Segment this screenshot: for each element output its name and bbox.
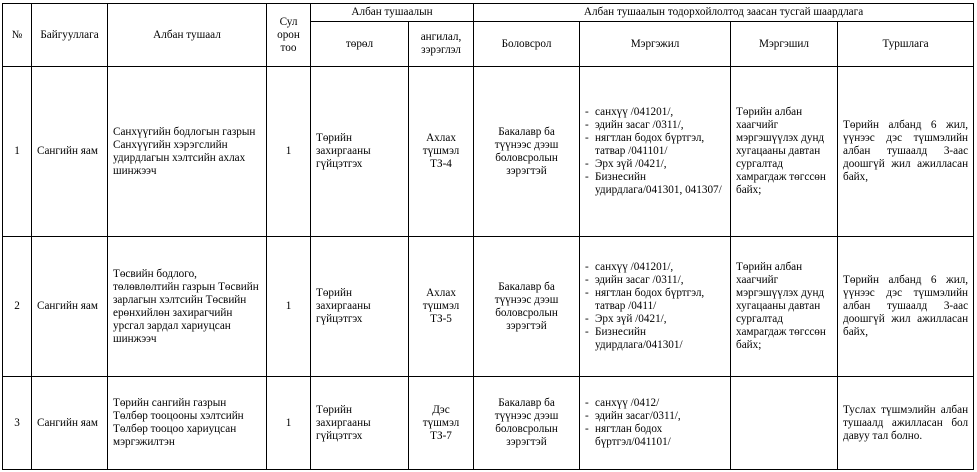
profession-item: - эдийн засаг /0311/, [585, 274, 725, 287]
table-row [3, 237, 974, 377]
experience-cell: Туслах түшмэлийн албан тушаалд ажилласан бол давуу тал болно. [838, 377, 974, 470]
position-type-cell: Төрийн захиргааны гүйцэтгэх [311, 67, 409, 237]
position-rank-cell: Ахлах түшмэл ТЗ-4 [409, 67, 474, 237]
experience-cell: Төрийн албанд 6 жил, үүнээс дэс түшмэлийн албан тушаалд 3-аас доошгүй жил ажилласан байх, [838, 67, 974, 237]
organization-cell: Сангийн яам [32, 377, 108, 470]
skill-cell: Төрийн албан хаагчийг мэргэшүүлэх дунд хугацааны давтан сургалтад хамрагдаж төгссөн байх; [731, 237, 838, 377]
table-row [3, 377, 974, 470]
header-special-requirements: Албан тушаалын тодорхойлолтод заасан тусгай шаардлага [474, 4, 974, 22]
vacancy-count-cell: 1 [267, 377, 311, 470]
position-type-cell: Төрийн захиргааны гүйцэтгэх [311, 237, 409, 377]
profession-item: - Эрх зүй /0421/, [585, 313, 725, 326]
profession-cell [580, 67, 731, 237]
header-experience: Туршлага [838, 22, 974, 67]
header-rank: ангилал, зэрэглэл [409, 22, 474, 67]
vacancy-count-cell: 1 [267, 237, 311, 377]
profession-list [585, 397, 725, 449]
row-number: 1 [3, 67, 32, 237]
header-education: Боловсрол [474, 22, 580, 67]
education-cell: Бакалавр ба түүнээс дээш боловсролын зэрэгтэй [474, 377, 580, 470]
header-position: Албан тушаал [108, 4, 267, 67]
position-rank-cell: Дэс түшмэл ТЗ-7 [409, 377, 474, 470]
position-rank-cell: Ахлах түшмэл ТЗ-5 [409, 237, 474, 377]
skill-cell: Төрийн албан хаагчийг мэргэшүүлэх дунд хугацааны давтан сургалтад хамрагдаж төгссөн байх; [731, 67, 838, 237]
header-position-group: Албан тушаалын [311, 4, 474, 22]
header-row-top [3, 4, 974, 22]
row-number: 2 [3, 237, 32, 377]
profession-item: - эдийн засаг /0311/, [585, 119, 725, 132]
header-no: № [3, 4, 32, 67]
profession-item: - санхүү /0412/ [585, 397, 725, 410]
profession-item: - Бизнесийн удирдлага/041301, 041307/ [585, 171, 725, 197]
profession-item: - санхүү /041201/, [585, 261, 725, 274]
experience-cell: Төрийн албанд 6 жил, үүнээс дэс түшмэлийн албан тушаалд 3-аас доошгүй жил ажилласан байх, [838, 237, 974, 377]
vacancy-requirements-table [2, 3, 974, 470]
profession-item: - Бизнесийн удирдлага/041301/ [585, 326, 725, 352]
header-organization: Байгууллага [32, 4, 108, 67]
profession-item: - нягтлан бодох бүртгэл, татвар /041101/ [585, 132, 725, 158]
row-number: 3 [3, 377, 32, 470]
profession-cell [580, 377, 731, 470]
position-cell: Төрийн сангийн газрын Төлбөр тооцооны хэлтсийн Төлбөр тооцоо хариуцсан мэргэжилтэн [108, 377, 267, 470]
skill-cell [731, 377, 838, 470]
profession-item: - эдийн засаг/0311/, [585, 410, 725, 423]
profession-item: - нягтлан бодох бүртгэл/041101/ [585, 423, 725, 449]
header-profession: Мэргэжил [580, 22, 731, 67]
organization-cell: Сангийн яам [32, 237, 108, 377]
education-cell: Бакалавр ба түүнээс дээш боловсролын зэрэгтэй [474, 237, 580, 377]
profession-item: - Эрх зүй /0421/, [585, 158, 725, 171]
position-type-cell: Төрийн захиргааны гүйцэтгэх [311, 377, 409, 470]
table-row [3, 67, 974, 237]
organization-cell: Сангийн яам [32, 67, 108, 237]
position-cell: Төсвийн бодлого, төлөвлөлтийн газрын Төсвийн зарлагын хэлтсийн Төсвийн ерөнхийлөн захирагчийн урсгал зардал хариуцсан шинжээч [108, 237, 267, 377]
profession-cell [580, 237, 731, 377]
header-vacancy-count: Сул орон тоо [267, 4, 311, 67]
profession-item: - нягтлан бодох бүртгэл, татвар /0411/ [585, 287, 725, 313]
position-cell: Санхүүгийн бодлогын газрын Санхүүгийн хэрэгслийн удирдлагын хэлтсийн ахлах шинжээч [108, 67, 267, 237]
profession-list [585, 106, 725, 197]
header-type: төрөл [311, 22, 409, 67]
profession-item: - санхүү /041201/, [585, 106, 725, 119]
header-skill: Мэргэшил [731, 22, 838, 67]
education-cell: Бакалавр ба түүнээс дээш боловсролын зэрэгтэй [474, 67, 580, 237]
profession-list [585, 261, 725, 352]
vacancy-count-cell: 1 [267, 67, 311, 237]
